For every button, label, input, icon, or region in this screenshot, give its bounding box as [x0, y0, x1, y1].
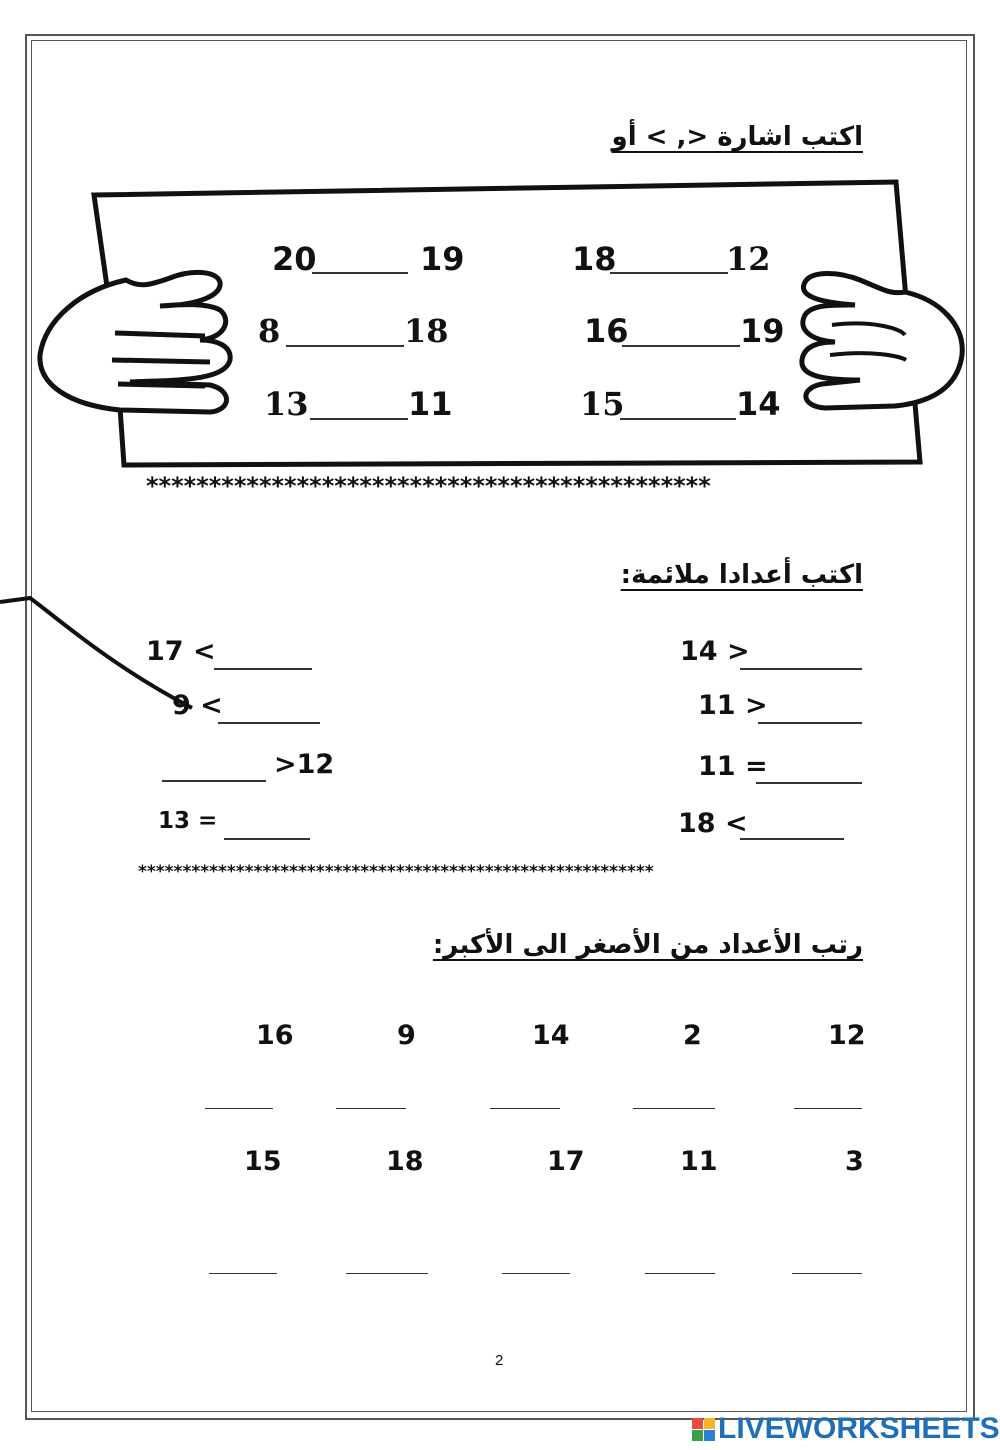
watermark-text: LIVEWORKSHEETS — [718, 1412, 1000, 1445]
s1-row3-left-blank[interactable] — [310, 418, 408, 420]
s2-right-4-blank[interactable] — [740, 838, 844, 840]
liveworksheets-logo — [692, 1412, 1000, 1448]
s2-left-4-blank[interactable] — [224, 838, 310, 840]
s2-left-3-label: >12 — [274, 749, 335, 780]
s2-left-1-blank[interactable] — [214, 668, 312, 670]
s1-row3-right-blank[interactable] — [620, 418, 736, 420]
s3-row2-blank-2[interactable] — [346, 1273, 428, 1274]
s3-row2-num-4: 11 — [680, 1146, 718, 1177]
s3-row2-num-3: 17 — [547, 1146, 585, 1177]
s1-row2-left-blank[interactable] — [286, 345, 404, 347]
s1-row1-left-a: 20 — [272, 240, 317, 278]
s2-right-3-blank[interactable] — [756, 782, 862, 784]
s3-row1-blank-5[interactable] — [794, 1108, 862, 1109]
s1-row1-left-blank[interactable] — [312, 272, 408, 274]
s1-row3-right-b: 14 — [736, 385, 781, 423]
s2-left-4-label: 13 = — [158, 808, 218, 834]
s1-row3-left-b: 11 — [408, 385, 453, 423]
s1-row2-left-a: 8 — [258, 312, 281, 350]
s3-row1-blank-1[interactable] — [205, 1108, 273, 1109]
s3-row2-blank-3[interactable] — [502, 1273, 570, 1274]
s1-row1-right-a: 18 — [572, 240, 617, 278]
s3-row1-blank-3[interactable] — [490, 1108, 560, 1109]
s3-row1-num-1: 16 — [256, 1020, 294, 1051]
s1-row3-left-a: 13 — [264, 385, 309, 423]
separator-1: ********************************************* — [146, 472, 711, 500]
s1-row2-right-a: 16 — [584, 312, 629, 350]
s1-row2-right-blank[interactable] — [622, 345, 740, 347]
s3-row2-blank-4[interactable] — [645, 1273, 715, 1274]
s3-row1-blank-4[interactable] — [633, 1108, 715, 1109]
s2-right-2-blank[interactable] — [758, 722, 862, 724]
section3-title: رتب الأعداد من الأصغر الى الأكبر: — [432, 930, 863, 960]
section1-title: اكتب اشارة <, > أو — [611, 122, 863, 152]
s1-row1-right-b: 12 — [726, 240, 771, 278]
s2-left-1-label: 17 < — [146, 636, 216, 667]
s1-row2-right-b: 19 — [740, 312, 785, 350]
s3-row1-num-3: 14 — [532, 1020, 570, 1051]
s2-left-2-label: 9 < — [172, 690, 223, 721]
s2-right-2-label: 11 > — [698, 690, 768, 721]
page-number: 2 — [495, 1352, 504, 1369]
s2-right-4-label: 18 < — [678, 808, 748, 839]
s3-row2-num-1: 15 — [244, 1146, 282, 1177]
s2-left-3-blank[interactable] — [162, 780, 266, 782]
board-hands-illustration — [0, 170, 1000, 480]
s1-row1-left-b: 19 — [420, 240, 465, 278]
s3-row2-blank-1[interactable] — [209, 1273, 277, 1274]
logo-mark-icon — [692, 1418, 716, 1442]
s2-right-3-label: 11 = — [698, 751, 768, 782]
s3-row2-blank-5[interactable] — [792, 1273, 862, 1274]
separator-2: ********************************************************** — [138, 862, 654, 882]
s1-row2-left-b: 18 — [404, 312, 449, 350]
s3-row2-num-2: 18 — [386, 1146, 424, 1177]
s2-left-2-blank[interactable] — [218, 722, 320, 724]
section2-title: اكتب أعدادا ملائمة: — [620, 560, 863, 590]
s3-row1-num-5: 12 — [828, 1020, 866, 1051]
s2-right-1-label: 14 > — [680, 636, 750, 667]
s1-row3-right-a: 15 — [580, 385, 625, 423]
s3-row2-num-5: 3 — [845, 1146, 864, 1177]
s2-right-1-blank[interactable] — [740, 668, 862, 670]
s3-row1-blank-2[interactable] — [336, 1108, 406, 1109]
s3-row1-num-4: 2 — [683, 1020, 702, 1051]
s3-row1-num-2: 9 — [397, 1020, 416, 1051]
s1-row1-right-blank[interactable] — [610, 272, 728, 274]
